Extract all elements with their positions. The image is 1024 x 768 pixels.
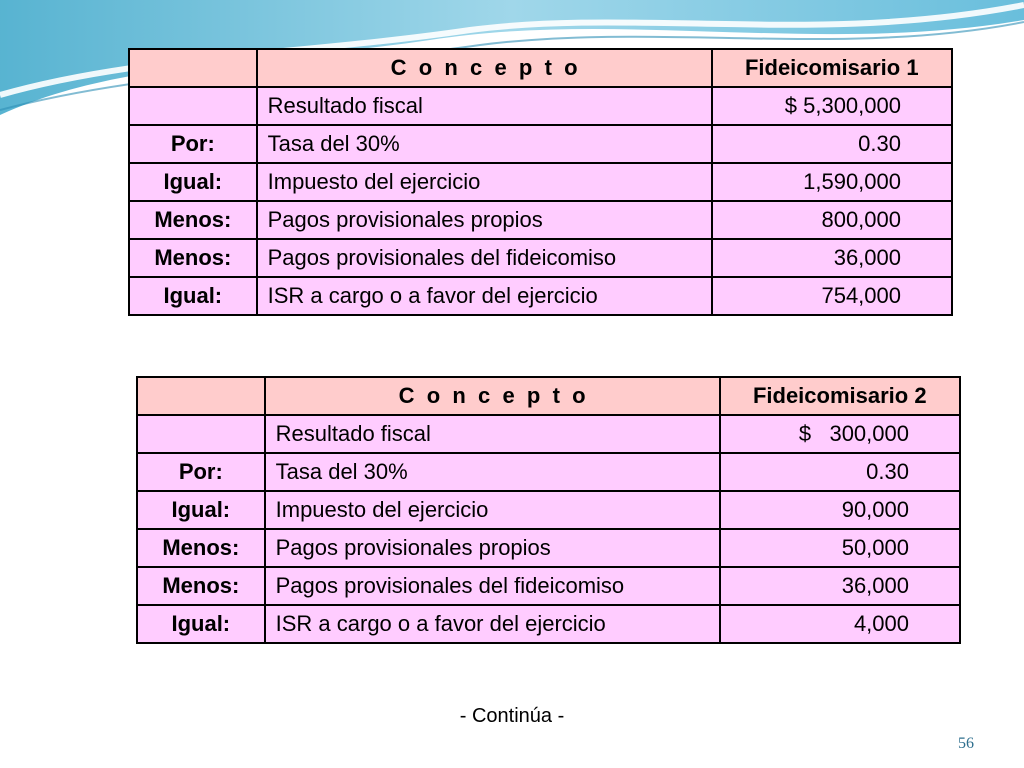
row-label: Por: <box>137 453 265 491</box>
row-concept: Resultado fiscal <box>257 87 712 125</box>
table-row <box>129 201 952 239</box>
table-header-row <box>137 377 960 415</box>
row-label: Menos: <box>137 529 265 567</box>
header-concept-cell: C o n c e p t o <box>257 49 712 87</box>
row-label: Menos: <box>129 201 257 239</box>
row-label: Menos: <box>137 567 265 605</box>
row-concept: ISR a cargo o a favor del ejercicio <box>257 277 712 315</box>
row-value: 90,000 <box>720 491 960 529</box>
table-row <box>129 277 952 315</box>
table-header-row <box>129 49 952 87</box>
row-value: 4,000 <box>720 605 960 643</box>
table-row <box>137 567 960 605</box>
tax-table-fideicomisario-1 <box>128 48 953 316</box>
row-concept: ISR a cargo o a favor del ejercicio <box>265 605 720 643</box>
table-row <box>137 605 960 643</box>
table-row <box>137 453 960 491</box>
row-value: 0.30 <box>720 453 960 491</box>
row-value: 50,000 <box>720 529 960 567</box>
row-value: 1,590,000 <box>712 163 952 201</box>
tax-table-fideicomisario-2 <box>136 376 961 644</box>
header-label-cell <box>129 49 257 87</box>
row-value: $ 5,300,000 <box>712 87 952 125</box>
row-value: 800,000 <box>712 201 952 239</box>
row-concept: Tasa del 30% <box>257 125 712 163</box>
page-number: 56 <box>958 735 974 752</box>
row-label: Igual: <box>129 277 257 315</box>
row-concept: Impuesto del ejercicio <box>265 491 720 529</box>
table-row <box>129 239 952 277</box>
table-row <box>137 415 960 453</box>
header-value-cell: Fideicomisario 1 <box>712 49 952 87</box>
row-concept: Resultado fiscal <box>265 415 720 453</box>
row-value: 36,000 <box>712 239 952 277</box>
row-label: Menos: <box>129 239 257 277</box>
row-label: Igual: <box>137 491 265 529</box>
table-row <box>129 125 952 163</box>
row-label <box>129 87 257 125</box>
table-row <box>129 87 952 125</box>
table-row <box>137 529 960 567</box>
row-label: Por: <box>129 125 257 163</box>
row-value: 754,000 <box>712 277 952 315</box>
row-value: $ 300,000 <box>720 415 960 453</box>
row-value: 0.30 <box>712 125 952 163</box>
row-label: Igual: <box>137 605 265 643</box>
row-concept: Pagos provisionales del fideicomiso <box>265 567 720 605</box>
header-concept-cell: C o n c e p t o <box>265 377 720 415</box>
row-concept: Pagos provisionales propios <box>265 529 720 567</box>
row-concept: Pagos provisionales del fideicomiso <box>257 239 712 277</box>
row-label <box>137 415 265 453</box>
row-concept: Pagos provisionales propios <box>257 201 712 239</box>
header-value-cell: Fideicomisario 2 <box>720 377 960 415</box>
header-label-cell <box>137 377 265 415</box>
row-label: Igual: <box>129 163 257 201</box>
row-concept: Tasa del 30% <box>265 453 720 491</box>
continues-note: - Continúa - <box>459 705 565 727</box>
table-row <box>137 491 960 529</box>
row-concept: Impuesto del ejercicio <box>257 163 712 201</box>
row-value: 36,000 <box>720 567 960 605</box>
table-row <box>129 163 952 201</box>
